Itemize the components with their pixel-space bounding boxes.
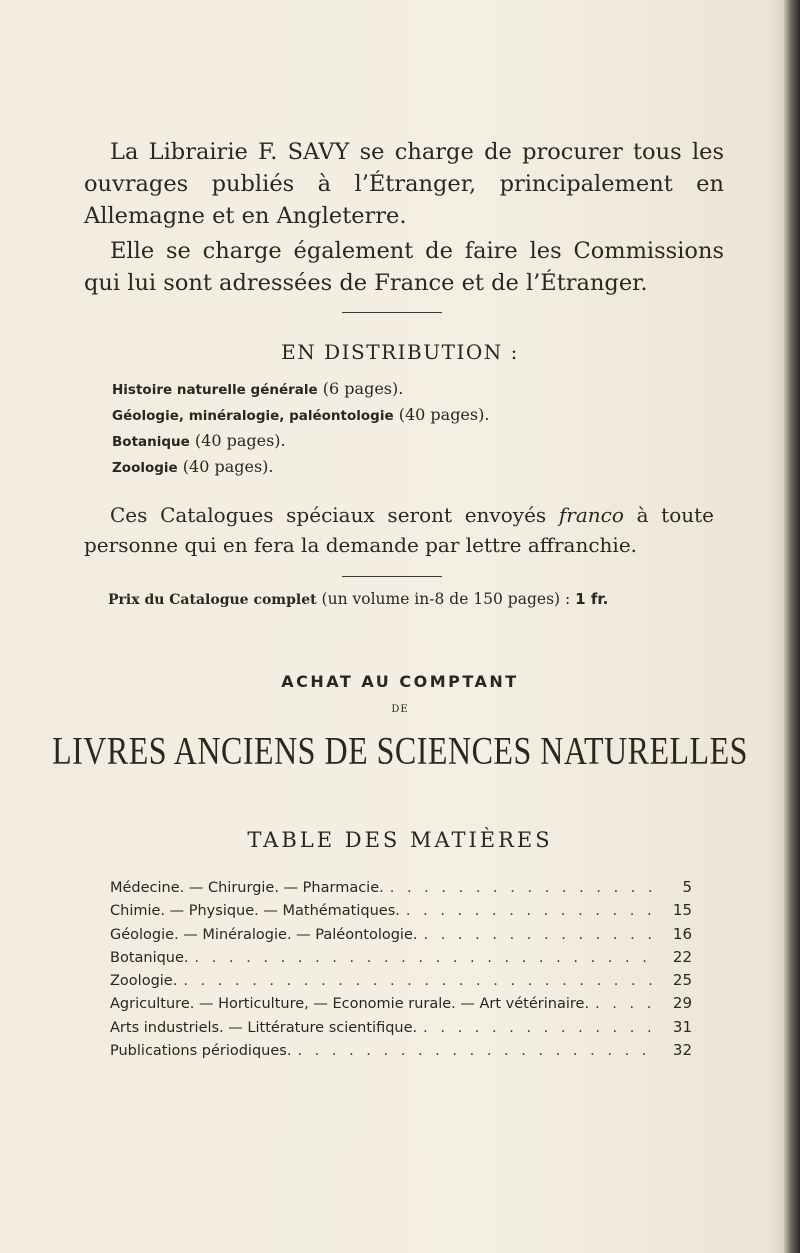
catalogue-note-start: Ces Catalogues spéciaux seront envoyés xyxy=(110,503,547,527)
toc-entry-title: Publications périodiques. xyxy=(110,1043,292,1060)
toc-leader-dots xyxy=(423,1017,660,1040)
list-item-pages: (40 pages). xyxy=(182,457,274,476)
toc-entry xyxy=(110,899,692,922)
toc-entry-page: 31 xyxy=(672,1017,692,1036)
toc-entry-title: Médecine. — Chirurgie. — Pharmacie. xyxy=(110,880,384,896)
toc-entry-title: Chimie. — Physique. — Mathématiques. xyxy=(110,903,400,920)
toc-entry-page: 32 xyxy=(672,1041,692,1060)
toc-entry-page: 25 xyxy=(672,971,692,990)
toc-entry-page: 5 xyxy=(682,878,692,896)
toc-leader-dots xyxy=(406,900,660,923)
catalogue-note-end: à toute personne qui en fera la demande par lettre affranchie. xyxy=(84,503,715,557)
toc-entry xyxy=(110,876,692,899)
intro-paragraph-2: Elle se charge également de faire les Commissions qui lui sont adressées de France et de l’Étranger. xyxy=(84,238,724,296)
toc-leader-dots xyxy=(183,970,660,993)
toc-entry-page: 15 xyxy=(672,901,692,920)
toc-entry xyxy=(110,969,692,992)
distribution-heading: EN DISTRIBUTION : xyxy=(281,340,519,364)
list-item-pages: (6 pages). xyxy=(322,379,404,398)
toc-entry-page: 16 xyxy=(672,924,692,943)
list-item-pages: (40 pages). xyxy=(398,405,490,424)
section-divider xyxy=(342,312,442,313)
toc-leader-dots xyxy=(297,1040,660,1063)
list-item-subject: Zoologie xyxy=(112,460,178,476)
achat-heading: ACHAT AU COMPTANT xyxy=(281,672,519,691)
table-title: TABLE DES MATIÈRES xyxy=(247,828,553,852)
price-label: Prix du Catalogue complet xyxy=(108,592,317,608)
toc-leader-dots xyxy=(424,924,661,947)
section-divider xyxy=(342,576,442,577)
toc-entry-title: Agriculture. — Horticulture, — Economie rurale. — Art vétérinaire. xyxy=(110,996,590,1013)
toc-leader-dots xyxy=(195,947,660,970)
book-spine-edge xyxy=(784,0,800,1253)
toc-entry-title: Zoologie. xyxy=(110,973,178,990)
price-detail: (un volume in-8 de 150 pages) : xyxy=(321,590,571,608)
toc-entry-page: 22 xyxy=(672,947,692,966)
table-of-contents xyxy=(110,876,692,1062)
catalogue-price xyxy=(108,590,608,608)
catalogue-note xyxy=(84,500,714,560)
intro-paragraph-1: La Librairie F. SAVY se charge de procurer tous les ouvrages publiés à l’Étranger, principalement en Allemagne et en Angleterre. xyxy=(84,139,724,229)
toc-leader-dots xyxy=(390,877,660,900)
toc-entry xyxy=(110,923,692,946)
achat-connector: DE xyxy=(391,704,409,715)
list-item-subject: Géologie, minéralogie, paléontologie xyxy=(112,408,394,424)
list-item-subject: Botanique xyxy=(112,434,190,450)
distribution-list xyxy=(112,376,489,480)
toc-entry xyxy=(110,946,692,969)
list-item xyxy=(112,376,489,402)
toc-entry-title: Arts industriels. — Littérature scientifique. xyxy=(110,1019,418,1036)
toc-entry xyxy=(110,1039,692,1062)
list-item xyxy=(112,402,489,428)
toc-entry xyxy=(110,1016,692,1039)
toc-entry-title: Botanique. xyxy=(110,949,189,966)
list-item xyxy=(112,454,489,480)
list-item-pages: (40 pages). xyxy=(194,431,286,450)
toc-entry-page: 29 xyxy=(672,994,692,1013)
toc-leader-dots xyxy=(595,993,660,1016)
achat-subject: LIVRES ANCIENS DE SCIENCES NATURELLES xyxy=(52,728,748,772)
catalogue-note-italic: franco xyxy=(558,503,624,527)
list-item-subject: Histoire naturelle générale xyxy=(112,382,318,398)
toc-entry-title: Géologie. — Minéralogie. — Paléontologie. xyxy=(110,926,418,943)
toc-entry xyxy=(110,992,692,1015)
price-value: 1 fr. xyxy=(575,590,609,608)
list-item xyxy=(112,428,489,454)
